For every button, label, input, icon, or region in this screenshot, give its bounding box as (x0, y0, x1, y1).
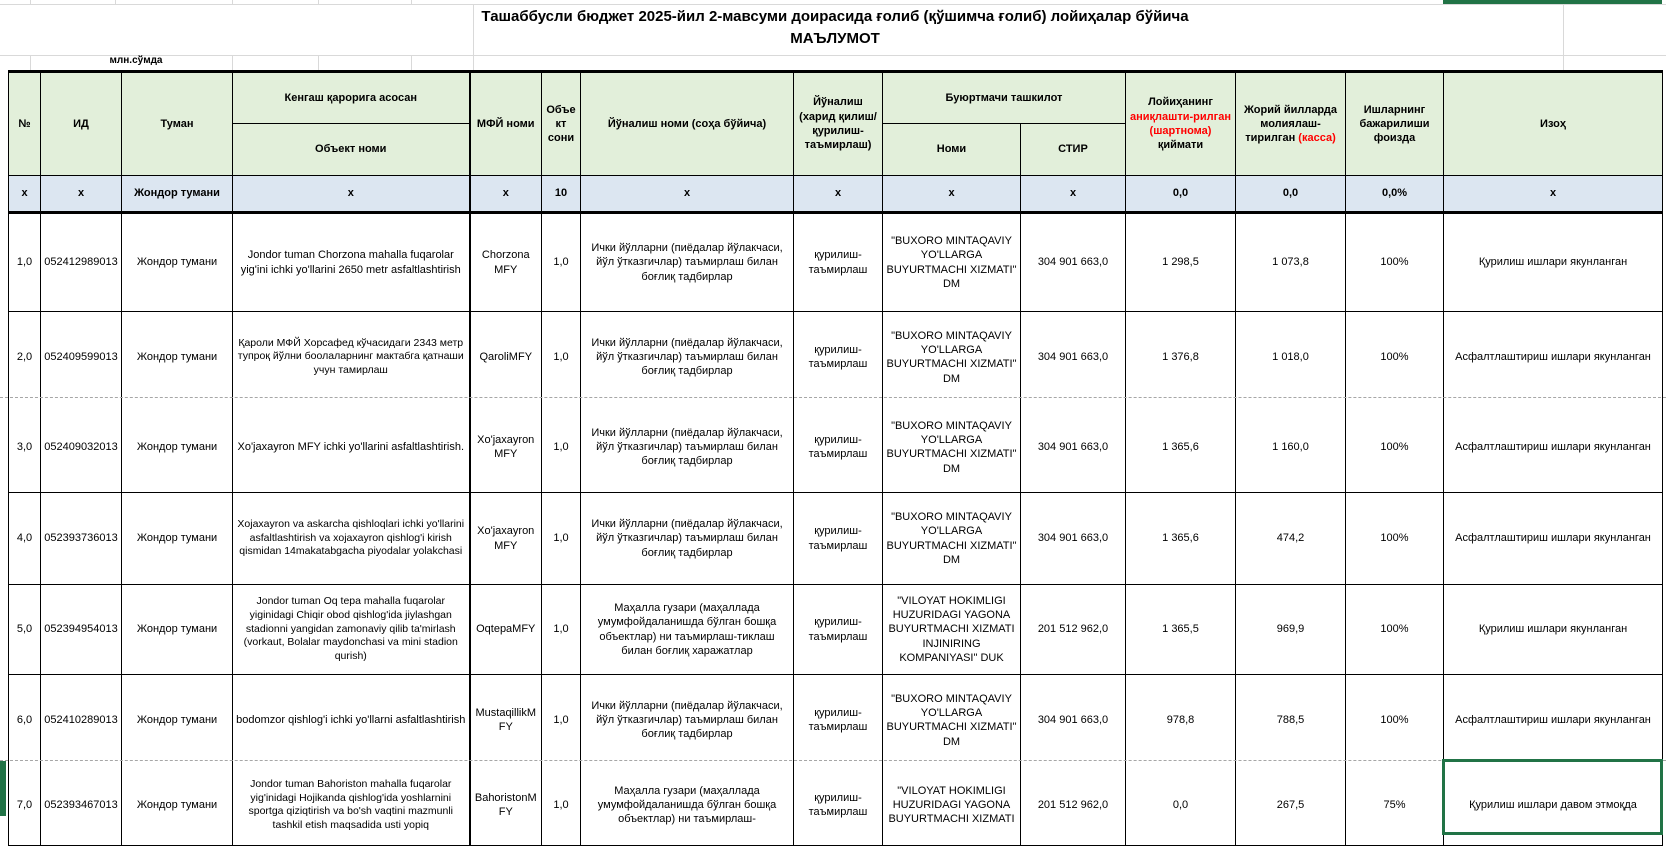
cell-izoh[interactable]: Қурилиш ишлари якунланган (1444, 585, 1663, 675)
cell-mfy[interactable]: Chorzona MFY (470, 213, 542, 312)
col-header-stir[interactable]: СТИР (1021, 124, 1126, 176)
cell-ynomi[interactable]: Ички йўлларни (пиёдалар йўлакчаси, йўл ўтказгичлар) таъмирлаш билан боғлиқ тадбирлар (581, 675, 794, 766)
cell-kassa[interactable]: 1 073,8 (1236, 213, 1346, 312)
gridline (232, 0, 233, 4)
cell-no[interactable]: 7,0 (9, 766, 41, 846)
cell-tuman[interactable]: Жондор тумани (122, 213, 233, 312)
joriy-label-black: Жорий йилларда молиялаш-тирилган (1244, 103, 1337, 145)
cell-id[interactable]: 052409032013 (41, 403, 122, 493)
table-row (9, 312, 1663, 403)
cell-obyekt[interactable]: Xojaxayron va askarcha qishloqlari ichki yo'llarini asfaltlashtirish va xojaxayron qishlog'i kirish qismidan 14makatabgacha piyodalar yolakchasi (233, 493, 470, 585)
cell-obyekt[interactable]: bodomzor qishlog'i ichki yo'llarni asfaltlashtirish (233, 675, 470, 766)
cell-ynomi[interactable]: Ички йўлларни (пиёдалар йўлакчаси, йўл ўтказгичлар) таъмирлаш билан боғлиқ тадбирлар (581, 403, 794, 493)
cell-soni[interactable]: 1,0 (542, 312, 581, 403)
cell-izoh[interactable]: x (1444, 176, 1663, 213)
summary-row (9, 176, 1663, 213)
cell-tuman[interactable]: Жондор тумани (122, 176, 233, 213)
col-header-ishlar[interactable]: Ишларнинг бажарилиши фоизда (1346, 72, 1444, 176)
cell-yharid[interactable]: қурилиш-таъмирлаш (794, 403, 883, 493)
page-break-line (0, 397, 1666, 398)
cell-id[interactable]: x (41, 176, 122, 213)
cell-foiz[interactable]: 100% (1346, 493, 1444, 585)
cell-stir[interactable]: 304 901 663,0 (1021, 403, 1126, 493)
cell-yharid[interactable]: қурилиш-таъмирлаш (794, 213, 883, 312)
gridline (411, 55, 412, 70)
cell-soni[interactable]: 1,0 (542, 403, 581, 493)
cell-ynomi[interactable]: Ички йўлларни (пиёдалар йўлакчаси, йўл ўтказгичлар) таъмирлаш билан боғлиқ тадбирлар (581, 312, 794, 403)
cell-nomi[interactable]: "VILOYAT HOKIMLIGI HUZURIDAGI YAGONA BUYURTMACHI XIZMATI (883, 766, 1021, 846)
cell-tuman[interactable]: Жондор тумани (122, 312, 233, 403)
unit-label: млн.сўмда (109, 55, 163, 66)
cell-id[interactable]: 052394954013 (41, 585, 122, 675)
cell-yharid[interactable]: қурилиш-таъмирлаш (794, 585, 883, 675)
cell-yharid[interactable]: қурилиш-таъмирлаш (794, 493, 883, 585)
cell-kassa[interactable]: 969,9 (1236, 585, 1346, 675)
cell-obyekt[interactable]: Jondor tuman Bahoriston mahalla fuqarolar yig'inidagi Hojikanda qishlog'ida yoshlarnini sportga qiziqtirish va bo'sh vaqtini mazmunli tashkil etish maqsadida usti yopiq (233, 766, 470, 846)
cell-id[interactable]: 052393736013 (41, 493, 122, 585)
loyiha-label-red: аниқлашти-рилган (шартнома) (1130, 110, 1231, 137)
cell-mfy[interactable]: Xo'jaxayronMFY (470, 493, 542, 585)
cell-tuman[interactable]: Жондор тумани (122, 493, 233, 585)
cell-no[interactable]: 5,0 (9, 585, 41, 675)
cell-izoh[interactable]: Асфалтлаштириш ишлари якунланган (1444, 403, 1663, 493)
col-header-nomi[interactable]: Номи (883, 124, 1021, 176)
cell-foiz[interactable]: 100% (1346, 675, 1444, 766)
cell-izoh[interactable]: Асфалтлаштириш ишлари якунланган (1444, 675, 1663, 766)
cell-izoh[interactable]: Асфалтлаштириш ишлари якунланган (1444, 493, 1663, 585)
cell-shartnoma[interactable]: 1 365,5 (1126, 585, 1236, 675)
top-gridline (0, 4, 1666, 5)
cell-nomi[interactable]: x (883, 176, 1021, 213)
cell-nomi[interactable]: "BUXORO MINTAQAVIY YO'LLARGA BUYURTMACHI XIZMATI" DM (883, 312, 1021, 403)
cell-no[interactable]: x (9, 176, 41, 213)
cell-ynomi[interactable]: Ички йўлларни (пиёдалар йўлакчаси, йўл ўтказгичлар) таъмирлаш билан боғлиқ тадбирлар (581, 213, 794, 312)
cell-shartnoma[interactable]: 1 298,5 (1126, 213, 1236, 312)
gridline (411, 0, 412, 4)
cell-yharid[interactable]: x (794, 176, 883, 213)
mln-row-gridline (0, 55, 1666, 56)
cell-izoh[interactable]: Қурилиш ишлари давом этмоқда (1444, 766, 1663, 846)
cell-obyekt[interactable]: Jondor tuman Chorzona mahalla fuqarolar yig'ini ichki yo'llarini 2650 metr asfaltlashtirish (233, 213, 470, 312)
cell-no[interactable]: 6,0 (9, 675, 41, 766)
col-header-izoh[interactable]: Изоҳ (1444, 72, 1663, 176)
col-header-joriy[interactable] (1236, 72, 1346, 176)
cell-obyekt[interactable]: Jondor tuman Oq tepa mahalla fuqarolar yiginidagi Chiqir obod qishlog'ida jiylashgan stadionni yangidan zamonaviy qilib ta'mirlash (vorkaut, Bolalar maydonchasi va mini stadion qurish) (233, 585, 470, 675)
cell-kassa[interactable]: 1 018,0 (1236, 312, 1346, 403)
cell-foiz[interactable]: 100% (1346, 585, 1444, 675)
cell-shartnoma[interactable]: 978,8 (1126, 675, 1236, 766)
cell-foiz[interactable]: 100% (1346, 213, 1444, 312)
table-row (9, 766, 1663, 846)
gridline (318, 55, 319, 70)
cell-tuman[interactable]: Жондор тумани (122, 766, 233, 846)
cell-nomi[interactable]: "BUXORO MINTAQAVIY YO'LLARGA BUYURTMACHI XIZMATI" DM (883, 493, 1021, 585)
cell-shartnoma[interactable]: 1 365,6 (1126, 403, 1236, 493)
col-header-ynomi[interactable]: Йўналиш номи (соҳа бўйича) (581, 72, 794, 176)
cell-obyekt[interactable]: Xo'jaxayron MFY ichki yo'llarini asfaltlashtirish. (233, 403, 470, 493)
cell-soni[interactable]: 1,0 (542, 675, 581, 766)
cell-tuman[interactable]: Жондор тумани (122, 403, 233, 493)
col-header-id[interactable]: ИД (41, 72, 122, 176)
loyiha-label-black1: Лойиҳанинг (1148, 96, 1213, 109)
table-row (9, 675, 1663, 766)
sheet-title (8, 6, 1662, 50)
cell-no[interactable]: 1,0 (9, 213, 41, 312)
gridline (318, 0, 319, 4)
cell-yharid[interactable]: қурилиш-таъмирлаш (794, 766, 883, 846)
gridline (232, 55, 233, 70)
cell-kassa[interactable]: 0,0 (1236, 176, 1346, 213)
cell-mfy[interactable]: BahoristonMFY (470, 766, 542, 846)
cell-kassa[interactable]: 267,5 (1236, 766, 1346, 846)
cell-obyekt[interactable]: x (233, 176, 470, 213)
cell-izoh[interactable]: Қурилиш ишлари якунланган (1444, 213, 1663, 312)
cell-tuman[interactable]: Жондор тумани (122, 675, 233, 766)
cell-foiz[interactable]: 75% (1346, 766, 1444, 846)
cell-soni[interactable]: 1,0 (542, 585, 581, 675)
cell-yharid[interactable]: қурилиш-таъмирлаш (794, 675, 883, 766)
col-header-yharid[interactable]: Йўналиш (харид қилиш/қурилиш-таъмирлаш) (794, 72, 883, 176)
cell-id[interactable]: 052410289013 (41, 675, 122, 766)
gridline (115, 0, 116, 4)
cell-stir[interactable]: 201 512 962,0 (1021, 585, 1126, 675)
cell-soni[interactable]: 1,0 (542, 493, 581, 585)
cell-stir[interactable]: 304 901 663,0 (1021, 493, 1126, 585)
cell-ynomi[interactable]: x (581, 176, 794, 213)
cell-shartnoma[interactable]: 1 365,6 (1126, 493, 1236, 585)
cell-stir[interactable]: 304 901 663,0 (1021, 213, 1126, 312)
col-header-buyurtmachi[interactable]: Буюртмачи ташкилот (883, 72, 1126, 124)
cell-stir[interactable]: x (1021, 176, 1126, 213)
gridline (30, 55, 31, 70)
cell-id[interactable]: 052409599013 (41, 312, 122, 403)
cell-shartnoma[interactable]: 0,0 (1126, 176, 1236, 213)
cell-soni[interactable]: 10 (542, 176, 581, 213)
cell-foiz[interactable]: 100% (1346, 403, 1444, 493)
table-row (9, 213, 1663, 312)
green-cell-top (1443, 0, 1662, 4)
cell-stir[interactable]: 304 901 663,0 (1021, 312, 1126, 403)
cell-no[interactable]: 3,0 (9, 403, 41, 493)
col-header-obyekt[interactable]: Объект номи (315, 143, 387, 156)
cell-mfy[interactable]: MustaqillikMFY (470, 675, 542, 766)
cell-ynomi[interactable]: Маҳалла гузари (маҳаллада умумфойдаланишда бўлган бошқа объектлар) ни таъмирлаш-тиклаш билан боғлиқ харажатлар (581, 585, 794, 675)
cell-shartnoma[interactable]: 0,0 (1126, 766, 1236, 846)
col-header-no[interactable]: № (9, 72, 41, 176)
cell-no[interactable]: 2,0 (9, 312, 41, 403)
table-row (9, 585, 1663, 675)
cell-mfy[interactable]: Xo'jaxayronMFY (470, 403, 542, 493)
cell-yharid[interactable]: қурилиш-таъмирлаш (794, 312, 883, 403)
table-row (9, 493, 1663, 585)
cell-foiz[interactable]: 100% (1346, 312, 1444, 403)
cell-ynomi[interactable]: Ички йўлларни (пиёдалар йўлакчаси, йўл ўтказгичлар) таъмирлаш билан боғлиқ тадбирлар (581, 493, 794, 585)
projects-table (8, 70, 1663, 846)
joriy-label-red: (касса) (1298, 132, 1336, 145)
cell-tuman[interactable]: Жондор тумани (122, 585, 233, 675)
cell-mfy[interactable]: x (470, 176, 542, 213)
cell-stir[interactable]: 304 901 663,0 (1021, 675, 1126, 766)
cell-id[interactable]: 052393467013 (41, 766, 122, 846)
cell-stir[interactable]: 201 512 962,0 (1021, 766, 1126, 846)
table-row (9, 403, 1663, 493)
cell-nomi[interactable]: "BUXORO MINTAQAVIY YO'LLARGA BUYURTMACHI XIZMATI" DM (883, 675, 1021, 766)
cell-soni[interactable]: 1,0 (542, 213, 581, 312)
cell-kassa[interactable]: 474,2 (1236, 493, 1346, 585)
page-break-line (0, 760, 1666, 761)
cell-nomi[interactable]: "BUXORO MINTAQAVIY YO'LLARGA BUYURTMACHI XIZMATI" DM (883, 403, 1021, 493)
cell-mfy[interactable]: OqtepaMFY (470, 585, 542, 675)
cell-foiz[interactable]: 0,0% (1346, 176, 1444, 213)
col-header-loyiha[interactable] (1126, 72, 1236, 176)
col-header-kengash[interactable]: Кенгаш қарорига асосан (233, 73, 469, 124)
sheet-title-line1: Ташаббусли бюджет 2025-йил 2-мавсуми доирасида ғолиб (қўшимча ғолиб) лойиҳалар бўйича (481, 8, 1189, 25)
sheet-title-line2: МАЪЛУМОТ (790, 29, 880, 47)
cell-no[interactable]: 4,0 (9, 493, 41, 585)
cell-izoh[interactable]: Асфалтлаштириш ишлари якунланган (1444, 312, 1663, 403)
cell-mfy[interactable]: QaroliMFY (470, 312, 542, 403)
col-header-kengash-obyekt[interactable] (233, 72, 470, 176)
cell-kassa[interactable]: 1 160,0 (1236, 403, 1346, 493)
col-header-soni[interactable]: Объект сони (542, 72, 581, 176)
cell-obyekt[interactable]: Қароли МФЙ Хорсафед кўчасидаги 2343 метр тупроқ йўлни боолаларнинг мактабга қатнаши учун тамирлаш (233, 312, 470, 403)
loyiha-label-black2: қиймати (1157, 139, 1204, 152)
cell-kassa[interactable]: 788,5 (1236, 675, 1346, 766)
green-left-bar (0, 761, 6, 816)
cell-ynomi[interactable]: Маҳалла гузари (маҳаллада умумфойдаланишда бўлган бошқа объектлар) ни таъмирлаш- (581, 766, 794, 846)
cell-id[interactable]: 052412989013 (41, 213, 122, 312)
gridline (30, 0, 31, 4)
cell-soni[interactable]: 1,0 (542, 766, 581, 846)
col-header-mfy[interactable]: МФЙ номи (470, 72, 542, 176)
cell-nomi[interactable]: "BUXORO MINTAQAVIY YO'LLARGA BUYURTMACHI XIZMATI" DM (883, 213, 1021, 312)
cell-shartnoma[interactable]: 1 376,8 (1126, 312, 1236, 403)
col-header-tuman[interactable]: Туман (122, 72, 233, 176)
cell-nomi[interactable]: "VILOYAT HOKIMLIGI HUZURIDAGI YAGONA BUYURTMACHI XIZMATI INJINIRING KOMPANIYASI" DUK (883, 585, 1021, 675)
